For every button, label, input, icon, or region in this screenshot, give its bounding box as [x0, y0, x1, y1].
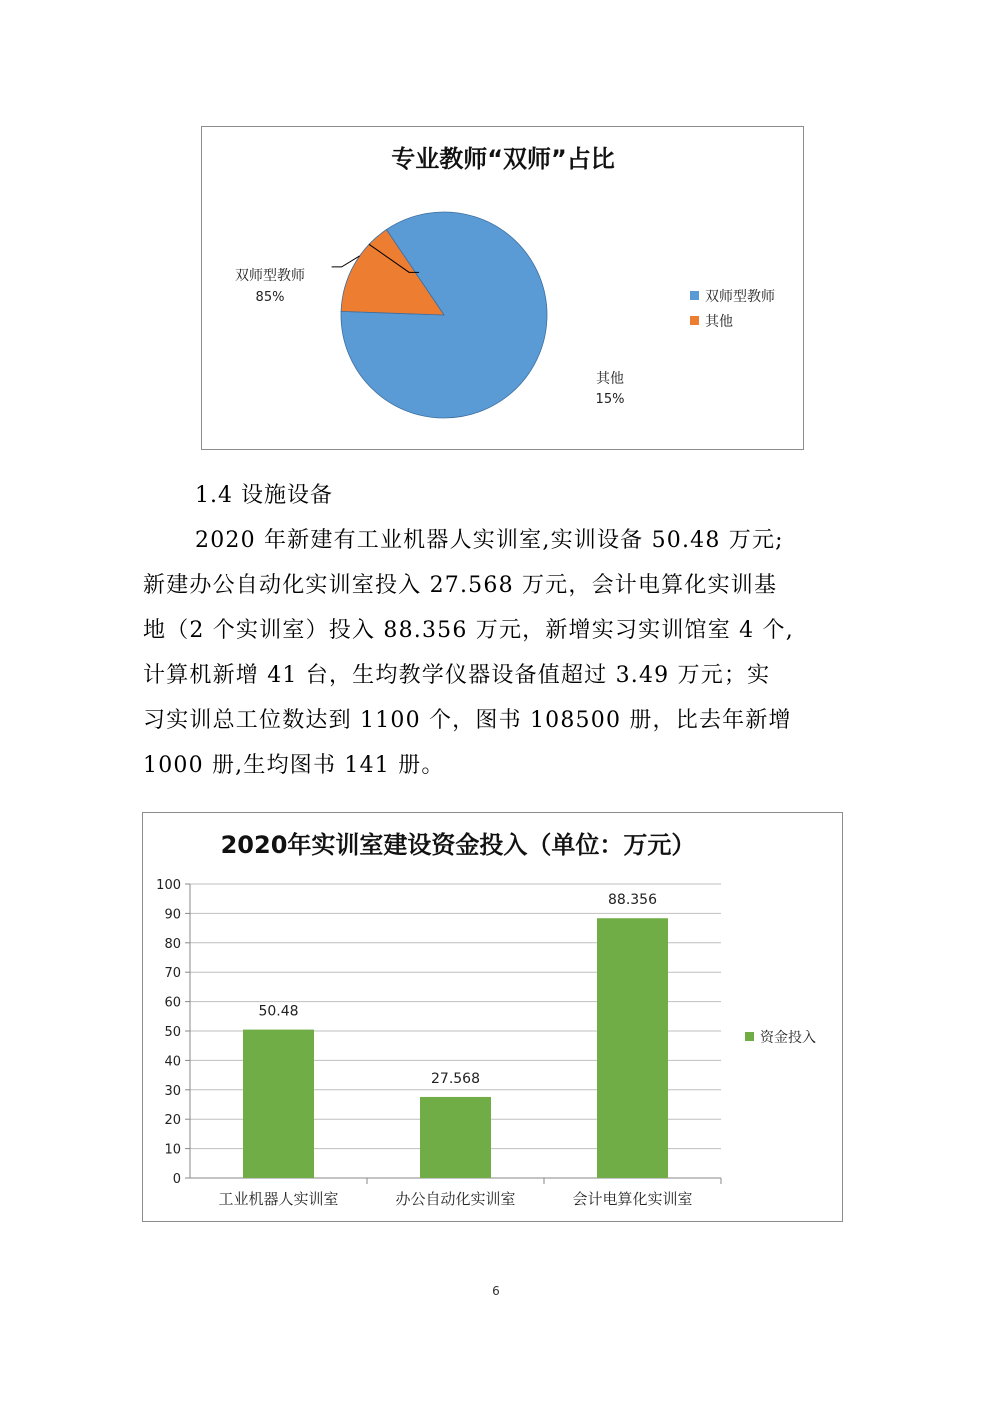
bar-legend-swatch [745, 1032, 754, 1041]
y-tick-label: 100 [156, 878, 181, 893]
y-tick-label: 50 [164, 1025, 181, 1040]
bar-data-label: 27.568 [431, 1070, 480, 1087]
y-tick-label: 70 [164, 966, 181, 982]
section-paragraph [143, 518, 843, 788]
pie-chart [201, 126, 804, 450]
bar [420, 1097, 491, 1178]
x-category-label: 办公自动化实训室 [395, 1190, 516, 1208]
y-tick-label: 30 [164, 1083, 181, 1099]
paragraph-line: 1000 册,生均图书 141 册。 [143, 753, 445, 778]
page-number: 6 [492, 1284, 500, 1298]
pie-label-percent-1: 15% [595, 392, 625, 407]
paragraph-line: 地（2 个实训室）投入 88.356 万元，新增实习实训馆室 4 个, [143, 618, 794, 643]
bar-legend-label: 资金投入 [760, 1030, 816, 1046]
paragraph-line: 新建办公自动化实训室投入 27.568 万元，会计电算化实训基 [143, 573, 778, 598]
section-heading: 1.4 设施设备 [195, 483, 333, 508]
bar-chart [142, 812, 843, 1222]
y-tick-label: 10 [164, 1142, 181, 1158]
paragraph-line: 习实训总工位数达到 1100 个，图书 108500 册，比去年新增 [143, 708, 792, 733]
y-tick-label: 80 [164, 936, 181, 952]
pie-legend-swatch-1 [690, 316, 699, 325]
pie-legend-swatch-0 [690, 291, 699, 300]
paragraph-line: 2020 年新建有工业机器人实训室,实训设备 50.48 万元; [195, 528, 784, 553]
bar-chart-title: 2020年实训室建设资金投入（单位：万元） [220, 831, 696, 859]
bar-chart-svg [143, 813, 844, 1223]
pie-chart-svg [202, 127, 805, 451]
paragraph-line: 计算机新增 41 台，生均教学仪器设备值超过 3.49 万元；实 [143, 663, 771, 688]
y-tick-label: 20 [164, 1113, 181, 1129]
bar-data-label: 88.356 [608, 892, 657, 909]
pie-legend-label-0: 双师型教师 [705, 289, 775, 305]
x-category-label: 会计电算化实训室 [572, 1190, 693, 1208]
y-tick-label: 60 [164, 995, 181, 1011]
pie-label-percent-0: 85% [255, 290, 285, 305]
y-tick-label: 0 [172, 1172, 181, 1187]
x-category-label: 工业机器人实训室 [218, 1190, 339, 1208]
pie-title: 专业教师“双师”占比 [391, 145, 615, 173]
pie-label-name-0: 双师型教师 [235, 268, 305, 284]
bar [243, 1030, 314, 1178]
pie-label-name-1: 其他 [596, 371, 624, 387]
y-tick-label: 40 [164, 1054, 181, 1070]
bar-data-label: 50.48 [258, 1003, 299, 1020]
y-tick-label: 90 [164, 907, 181, 923]
pie-legend-label-1: 其他 [705, 314, 733, 330]
bar [597, 918, 668, 1178]
